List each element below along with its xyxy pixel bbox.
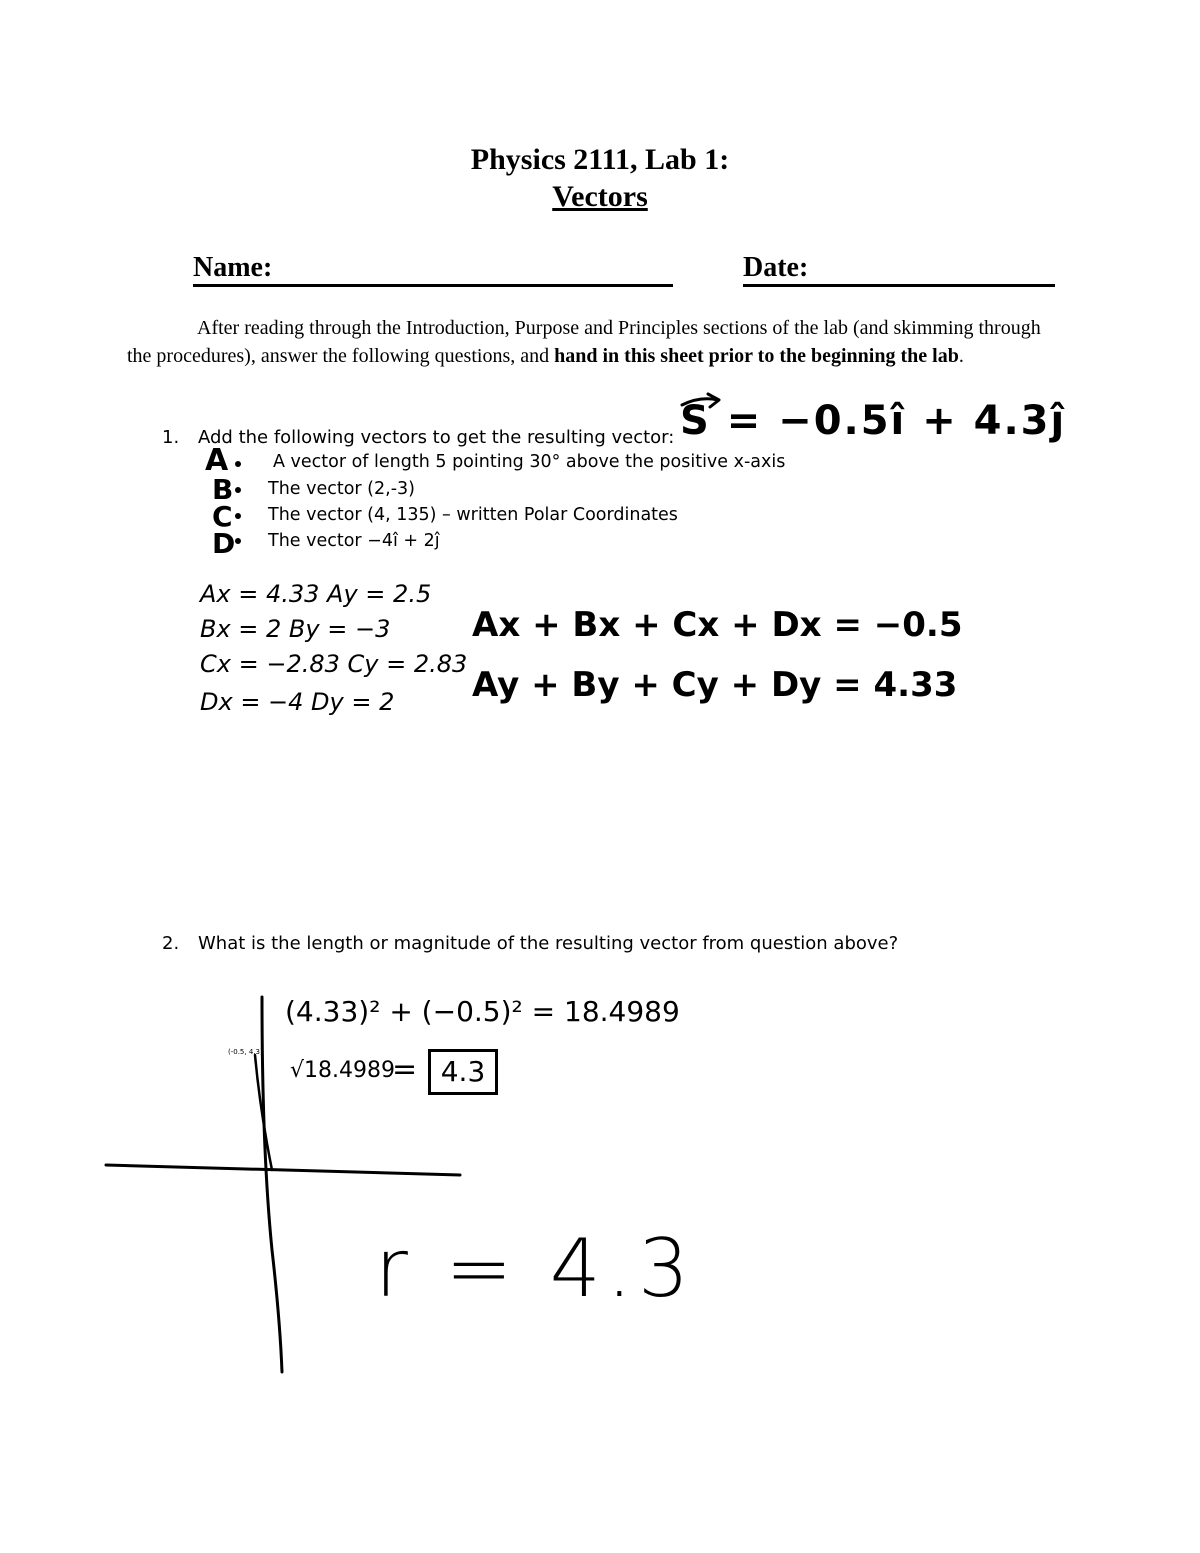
item-a-text: A vector of length 5 pointing 30° above the positive x-axis: [273, 452, 786, 472]
page-title: Physics 2111, Lab 1:: [470, 143, 730, 176]
component-line-b: Bx = 2 By = −3: [200, 615, 391, 643]
question1-text: Add the following vectors to get the resulting vector:: [198, 427, 675, 448]
question2-text: What is the length or magnitude of the resulting vector from question above?: [198, 933, 899, 954]
item-a-marker: A: [205, 443, 229, 478]
graph-x-axis: [106, 1165, 460, 1175]
component-line-c: Cx = −2.83 Cy = 2.83: [200, 650, 468, 678]
item-b-text: The vector (2,-3): [268, 479, 415, 499]
component-line-d: Dx = −4 Dy = 2: [200, 688, 395, 716]
date-label: Date:: [743, 252, 809, 283]
component-line-a: Ax = 4.33 Ay = 2.5: [200, 580, 432, 608]
question1-handwritten-answer: S = −0.5î + 4.3ĵ: [680, 398, 1067, 444]
item-d-text: The vector −4î + 2ĵ: [268, 531, 440, 551]
magnitude-equals: =: [392, 1052, 418, 1087]
intro-end: .: [958, 345, 964, 367]
question2-number: 2.: [162, 933, 180, 954]
question1-number: 1.: [162, 427, 180, 448]
final-answer: r = 4.3: [375, 1222, 696, 1315]
magnitude-sqrt: √18.4989: [290, 1058, 395, 1083]
item-d-marker: D: [212, 527, 236, 560]
graph-point-label: (-0.5, 4.3): [228, 1048, 263, 1056]
graph-y-axis: [262, 997, 282, 1372]
intro-bold-text: hand in this sheet prior to the beginning the lab: [554, 345, 959, 367]
sum-y-line: Ay + By + Cy + Dy = 4.33: [472, 665, 958, 705]
intro-text: After reading through the Introduction, Purpose and Principles sections of the lab (and skimming through the procedures), answer the following questions, and: [127, 317, 1041, 367]
name-label: Name:: [193, 252, 273, 283]
boxed-answer: 4.3: [428, 1049, 498, 1095]
sum-x-line: Ax + Bx + Cx + Dx = −0.5: [472, 605, 963, 645]
page-subtitle: Vectors: [552, 180, 648, 213]
item-b-marker: B: [212, 473, 234, 506]
item-c-marker: C: [212, 500, 233, 533]
magnitude-work-line1: (4.33)² + (−0.5)² = 18.4989: [285, 995, 680, 1028]
item-c-text: The vector (4, 135) – written Polar Coordinates: [268, 505, 678, 525]
